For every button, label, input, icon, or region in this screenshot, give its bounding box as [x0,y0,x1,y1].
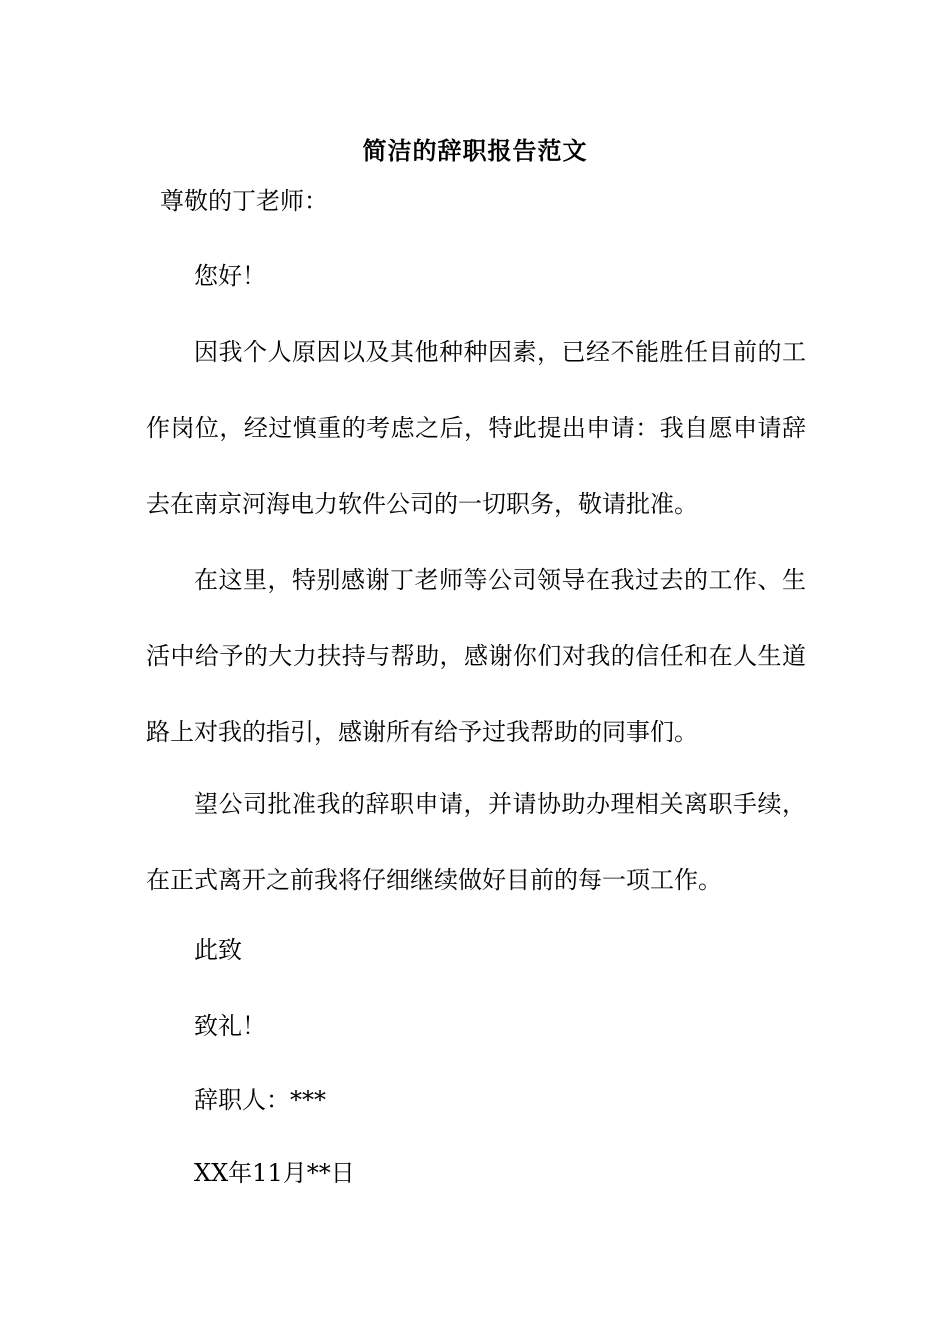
paragraph-line: 在正式离开之前我将仔细继续做好目前的每一项工作。 [146,866,722,894]
closing-line: 致礼！ [194,1012,266,1040]
paragraph-line: 路上对我的指引，感谢所有给予过我帮助的同事们。 [146,718,698,746]
document-title: 简洁的辞职报告范文 [362,136,588,165]
paragraph-line: 望公司批准我的辞职申请，并请协助办理相关离职手续， [194,790,806,818]
paragraph-line: 因我个人原因以及其他种种因素，已经不能胜任目前的工 [194,338,806,366]
closing-line: 此致 [194,936,242,964]
paragraph-line: 在这里，特别感谢丁老师等公司领导在我过去的工作、生 [194,566,806,594]
date-line: XX年11月**日 [194,1159,355,1187]
salutation: 尊敬的丁老师： [160,187,328,215]
signature-line: 辞职人：*** [194,1086,326,1114]
greeting: 您好！ [194,262,266,290]
paragraph-line: 活中给予的大力扶持与帮助，感谢你们对我的信任和在人生道 [146,642,806,670]
paragraph-line: 去在南京河海电力软件公司的一切职务，敬请批准。 [146,490,698,518]
paragraph-line: 作岗位，经过慎重的考虑之后，特此提出申请：我自愿申请辞 [146,414,806,442]
